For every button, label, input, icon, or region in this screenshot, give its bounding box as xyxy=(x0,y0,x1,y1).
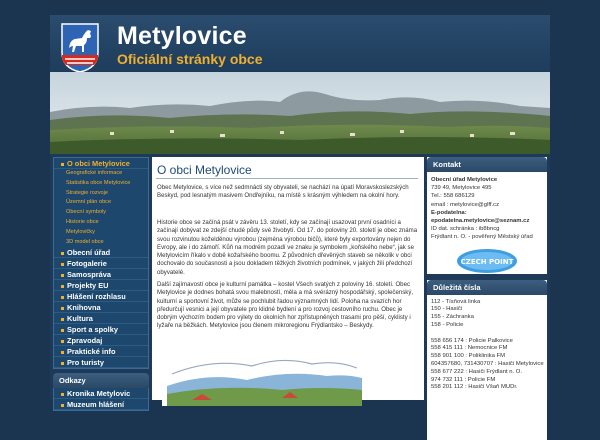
menu-item-kultura[interactable] xyxy=(54,313,148,324)
menu-item-label: Pro turisty xyxy=(67,358,104,368)
bullet-icon xyxy=(61,393,64,396)
phone-line: 112 - Tísňová linka xyxy=(431,298,481,305)
links-title: Odkazy xyxy=(53,373,149,388)
menu-item-label: Obecní úřad xyxy=(67,248,111,258)
menu-item-label: Projekty EU xyxy=(67,281,109,291)
data-box-id: ID dat. schránka : ib8bncg xyxy=(431,226,500,233)
svg-text:CZECH POINT: CZECH POINT xyxy=(460,257,514,266)
phone-line: 150 - Hasiči xyxy=(431,306,463,313)
right-column xyxy=(427,157,547,400)
spacer-line xyxy=(431,330,543,338)
menu-item-zpravodaj[interactable] xyxy=(54,335,148,346)
contact-title: Kontakt xyxy=(427,157,547,172)
menu-item-o-obci[interactable] xyxy=(54,158,148,169)
bullet-icon xyxy=(61,296,64,299)
site-header xyxy=(50,15,550,71)
contact-box xyxy=(427,157,547,274)
links-box xyxy=(53,373,149,411)
main-content xyxy=(152,157,424,400)
office-email[interactable]: email : metylovice@glff.cz xyxy=(431,201,500,208)
bullet-icon xyxy=(61,362,64,365)
menu-item-hlaseni-rozhlasu[interactable] xyxy=(54,291,148,302)
bullet-icon xyxy=(61,307,64,310)
menu-item-samosprava[interactable] xyxy=(54,269,148,280)
site-subtitle: Oficiální stránky obce xyxy=(117,51,263,67)
left-column xyxy=(53,157,149,410)
czechpoint-logo-icon[interactable] xyxy=(455,248,519,274)
phone-line: 558 415 111 : Nemocnice FM xyxy=(431,345,508,352)
attractions-paragraph: Další zajímavostí obce je kulturní památka – kostel Všech svatých z poloviny 16. století. Obec Metylovice je dodnes bohatá svou malebností, měla a má svérázný hospodářský, společenský, kulturní a sportovní život, může se pochlubit řadou významných lidí. Poloha na svazích hor předurčují vesnici a její obyvatele pro klidné bydlení a pro rozvoj cestovního ruchu. Obec je dobrým výchozím bodem pro výlety do okolních hor zpřístupněných trasami pro pěší, cyklisty i lyžaře na běžkách. Metylovice jsou členem mikroregionu Frýdlantsko – Beskydy. xyxy=(157,281,414,330)
bullet-icon xyxy=(61,404,64,407)
page-frame xyxy=(50,15,550,410)
phone-line: 158 - Policie xyxy=(431,322,464,329)
links-menu xyxy=(53,388,149,411)
menu-item-label: Knihovna xyxy=(67,303,101,313)
submenu-item-symboly[interactable]: Obecní symboly xyxy=(66,209,107,216)
main-menu xyxy=(53,157,149,369)
menu-item-label: Zpravodaj xyxy=(67,336,103,346)
submenu-item-metylovicky[interactable]: Metylovičky xyxy=(66,228,95,235)
phone-line: 604357680, 731430707 : Hasiči Metylovice xyxy=(431,361,544,367)
office-phone: Tel.: 558 686129 xyxy=(431,193,475,200)
menu-item-label: Hlášení rozhlasu xyxy=(67,292,126,302)
menu-item-knihovna[interactable] xyxy=(54,302,148,313)
history-paragraph: Historie obce se začíná psát v závěru 13. století, kdy se začínají usazovat první osadníci a začínají dobývat ze zdejší chudé půdy své živobytí. Od 17. do poloviny 20. století je obec známa svou rozvinutou koželděnou výrobou (zejména výrobou bičů), které byly exportovány nejen do Evropy, ale i do zámoří. Kůň na modrém pozadí ve znaku je symbolem „koňského nebe“, jak se Metylovicím říkalo v době kožařského boomu. Z původních dřevěných staveb se několik v obci dochovalo do současnosti a jsou dokladem těžkých životních podmínek, v jakých žili předchozí obyvatelé. xyxy=(157,219,418,276)
epodatelna-label: E-podatelna: xyxy=(431,209,467,216)
phone-line: 558 677 222 : Hasiči Frýdlant n. O. xyxy=(431,368,523,375)
link-kronika[interactable] xyxy=(54,388,148,399)
menu-item-sport[interactable] xyxy=(54,324,148,335)
link-muzeum[interactable] xyxy=(54,399,148,410)
phone-line: 558 201 112 : Hasiči Všaň MUDr. xyxy=(431,384,518,391)
submenu-item-uzemni-plan[interactable]: Územní plán obce xyxy=(66,199,112,206)
phone-line: 155 - Záchranka xyxy=(431,314,474,321)
bullet-icon xyxy=(61,329,64,332)
bullet-icon xyxy=(61,263,64,266)
title-divider xyxy=(156,178,418,179)
menu-item-label: Fotogalerie xyxy=(67,259,107,269)
phone-line: 974 732 111 : Policie FM xyxy=(431,376,496,383)
intro-paragraph: Obec Metylovice, s více než sedmnácti sty obyvateli, se nachází na úpatí Moravskoslezských Beskyd, pod lesnatým masivem Ondřejníku, na místě s krásným výhledem na okolní hory. xyxy=(157,184,409,200)
bullet-icon xyxy=(61,351,64,354)
bullet-icon xyxy=(61,318,64,321)
submenu-item-historie[interactable]: Historie obce xyxy=(66,218,99,225)
coat-of-arms-icon[interactable] xyxy=(60,22,100,74)
submenu-item-strategie[interactable]: Strategie rozvoje xyxy=(66,189,108,196)
menu-item-pro-turisty[interactable] xyxy=(54,357,148,368)
menu-item-fotogalerie[interactable] xyxy=(54,258,148,269)
link-label: Kronika Metylovic xyxy=(67,389,131,399)
municipal-office: Frýdlant n. O. - pověřený Městský úřad xyxy=(431,234,533,241)
menu-item-label: O obci Metylovice xyxy=(67,159,130,168)
phone-line: 558 656 174 : Policie Palkovice xyxy=(431,337,513,344)
numbers-list xyxy=(427,295,547,393)
bullet-icon xyxy=(61,163,64,166)
office-name: Obecní úřad Metylovice xyxy=(431,177,498,183)
menu-item-projekty-eu[interactable] xyxy=(54,280,148,291)
numbers-box xyxy=(427,280,547,440)
contact-text xyxy=(427,172,547,242)
menu-item-label: Samospráva xyxy=(67,270,111,280)
menu-item-label: Praktické info xyxy=(67,347,116,357)
office-address: 739 49, Metylovice 495 xyxy=(431,185,492,192)
menu-item-label: Kultura xyxy=(67,314,93,324)
link-label: Muzeum hlášení xyxy=(67,400,125,410)
bullet-icon xyxy=(61,274,64,277)
bullet-icon xyxy=(61,285,64,288)
bullet-icon xyxy=(61,252,64,255)
submenu-item-3d-model[interactable]: 3D model obce xyxy=(66,238,104,245)
bullet-icon xyxy=(61,340,64,343)
village-drawing-image xyxy=(162,346,362,406)
submenu-item-geografie[interactable]: Geografické informace xyxy=(66,170,123,176)
menu-item-prakticke-info[interactable] xyxy=(54,346,148,357)
site-title[interactable]: Metylovice xyxy=(117,22,247,50)
landscape-banner xyxy=(50,72,550,154)
epodatelna-email[interactable]: epodatelna.metylovice@seznam.cz xyxy=(431,218,530,225)
numbers-title: Důležitá čísla xyxy=(427,280,547,295)
phone-line: 558 901 100 : Poliklinika FM xyxy=(431,353,506,360)
page-title: O obci Metylovice xyxy=(157,163,252,177)
menu-item-obecni-urad[interactable] xyxy=(54,247,148,258)
submenu-item-statistika[interactable]: Statistika obce Metylovice xyxy=(66,179,131,186)
menu-item-label: Sport a spolky xyxy=(67,325,118,335)
